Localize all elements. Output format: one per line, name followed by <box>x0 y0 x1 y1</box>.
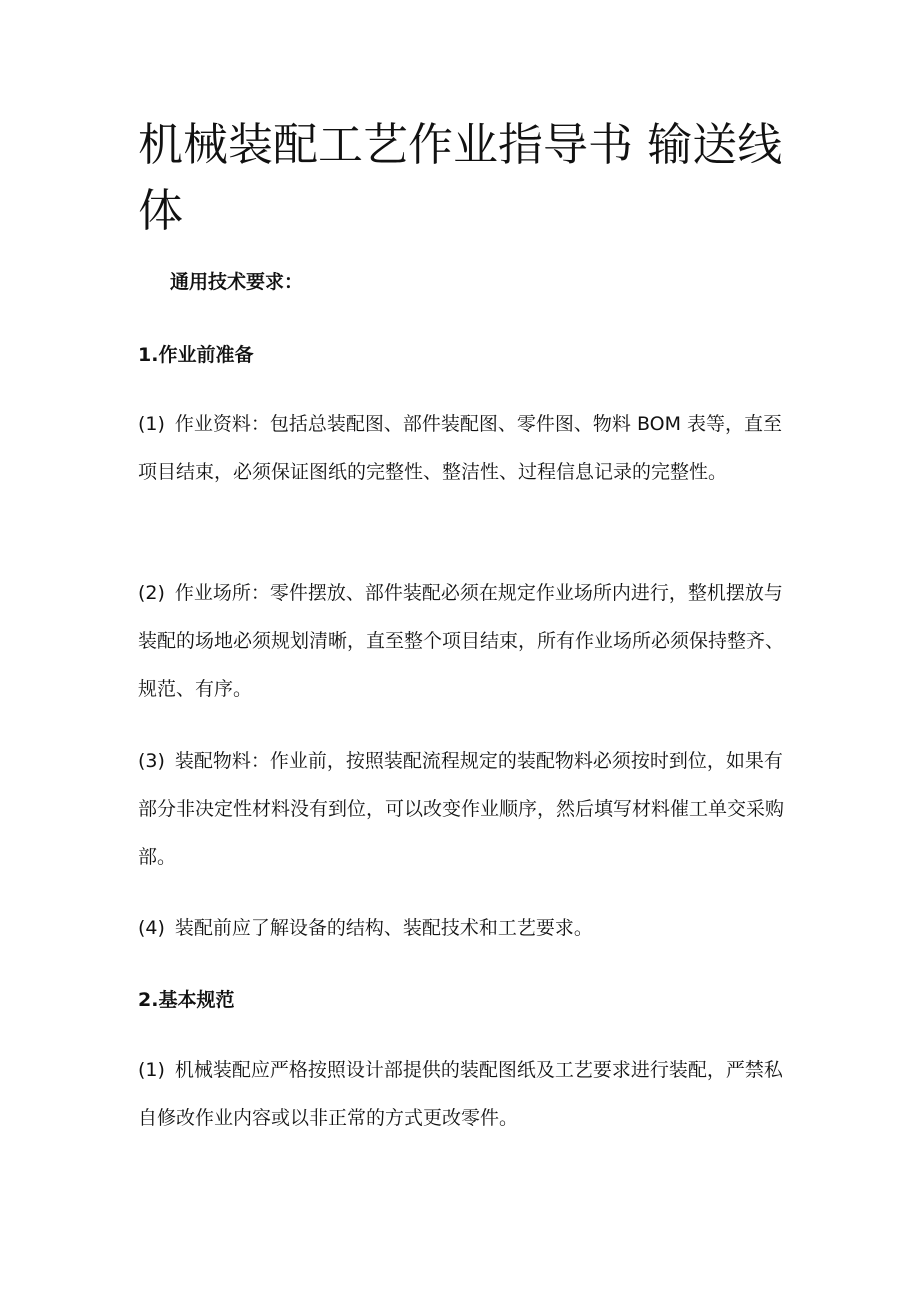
item-text: 机械装配应严格按照设计部提供的装配图纸及工艺要求进行装配，严禁私自修改作业内容或以非正常的方式更改零件。 <box>138 1059 783 1129</box>
section-heading-basic-norms: 2.基本规范 <box>138 989 235 1011</box>
document-subtitle: 通用技术要求： <box>170 271 304 293</box>
item-text: 装配物料：作业前，按照装配流程规定的装配物料必须按时到位，如果有部分非决定性材料没有到位，可以改变作业顺序，然后填写材料催工单交采购部。 <box>138 750 785 868</box>
item-text: 装配前应了解设备的结构、装配技术和工艺要求。 <box>174 917 593 939</box>
document-title: 机械装配工艺作业指导书 输送线体 <box>138 118 783 237</box>
paragraph-item <box>138 569 788 713</box>
paragraph-item <box>138 737 788 881</box>
section-heading-preparation: 1.作业前准备 <box>138 344 254 366</box>
item-number: (4) <box>138 917 165 939</box>
paragraph-item <box>138 400 788 496</box>
paragraph-item <box>138 1046 788 1142</box>
item-number: (1) <box>138 1059 165 1081</box>
item-number: (2) <box>138 582 165 604</box>
item-text: 作业场所：零件摆放、部件装配必须在规定作业场所内进行，整机摆放与装配的场地必须规划清晰，直至整个项目结束，所有作业场所必须保持整齐、规范、有序。 <box>138 582 785 700</box>
paragraph-item <box>138 904 788 952</box>
item-text: 作业资料：包括总装配图、部件装配图、零件图、物料 BOM 表等，直至项目结束，必须保证图纸的完整性、整洁性、过程信息记录的完整性。 <box>138 413 783 483</box>
item-number: (3) <box>138 750 165 772</box>
item-number: (1) <box>138 413 165 435</box>
